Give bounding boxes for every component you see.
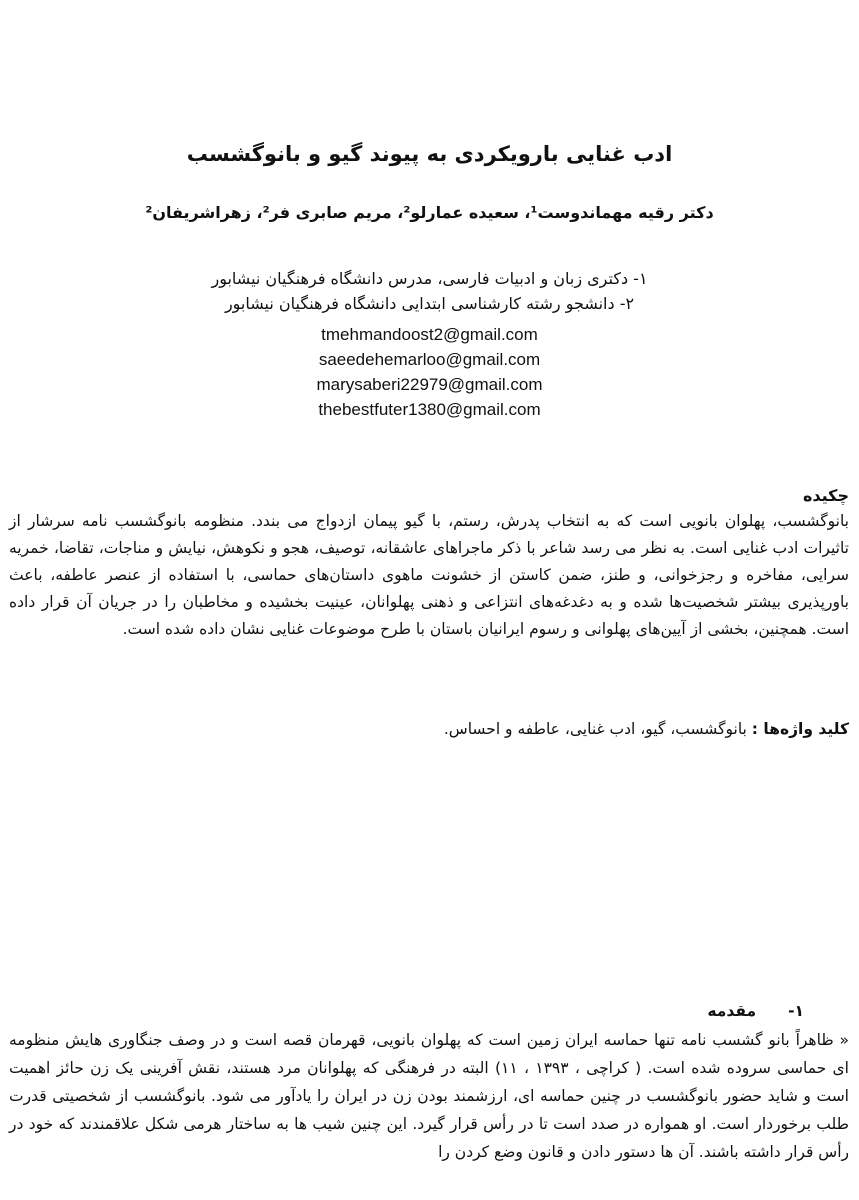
author-list: دکتر رقیه مهماندوست¹، سعیده عمارلو²، مریم صابری فر²، زهراشریفان²	[145, 203, 714, 222]
introduction-text: « ظاهراً بانو گشسب نامه تنها حماسه ایران زمین است که پهلوان بانویی، قهرمان قصه است و در وصف جنگاوری هایش منظومه ای حماسی سروده شده است. ( کراچی ، ۱۳۹۳ ، ۱۱) البته در فرهنگی که پهلوانان مرد هستند، نقش آفرینی یک زن حائز اهمیت است و شاید حضور بانوگشسب در چنین حماسه ای، ارزشمند بودن زن در ایران را یادآور می شود. بانوگشسب از شخصیتی قدرت طلب برخوردار است. او همواره در صدد است تا در رأس قرار گیرد. این چنین شیب ها به ساختار هرمی شکل علاقمندند که خود در رأس قرار داشته باشند. آن ها دستور دادن و قانون وضع کردن را	[9, 1031, 849, 1161]
abstract-heading: چکیده	[802, 486, 849, 505]
email-4: thebestfuter1380@gmail.com	[318, 400, 541, 419]
keywords-line	[9, 716, 849, 742]
email-list	[0, 322, 859, 422]
affiliation-2: ۲- دانشجو رشته کارشناسی ابتدایی دانشگاه فرهنگیان نیشابور	[224, 294, 635, 313]
keywords-label: کلید واژه‌ها :	[751, 720, 849, 738]
email-2: saeedehemarloo@gmail.com	[318, 350, 541, 369]
affiliations	[0, 266, 859, 316]
keywords-text: بانوگشسب، گیو، ادب غنایی، عاطفه و احساس.	[443, 720, 747, 738]
section-title: مقدمه	[707, 1002, 757, 1020]
affiliation-1: ۱- دکتری زبان و ادبیات فارسی، مدرس دانشگاه فرهنگیان نیشابور	[211, 269, 648, 288]
email-1: tmehmandoost2@gmail.com	[321, 325, 538, 344]
introduction-heading	[707, 1002, 804, 1020]
paper-title: ادب غنایی بارویکردی به پیوند گیو و بانوگشسب	[186, 142, 673, 166]
email-3: marysaberi22979@gmail.com	[316, 375, 543, 394]
abstract-text: بانوگشسب، پهلوان بانویی است که به انتخاب پدرش، رستم، با گیو پیمان ازدواج می بندد. منظومه بانوگشسب نامه سرشار از تاثیرات ادب غنایی است. به نظر می رسد شاعر با ذکر ماجراهای عاشقانه، توصیف، هجو و نکوهش، نیایش و مناجات، تقاضا، خمریه سرایی، مفاخره و رجزخوانی، و طنز، ضمن کاستن از خشونت ماهوی داستان‌های حماسی، با استفاده از عنصر عاطفه، باعث باورپذیری بیشتر شخصیت‌ها شده و به دغدغه‌های انتزاعی و ذهنی پهلوانان، عینیت بخشیده و مخاطبان را در جریان آن قرار داده است. همچنین، بخشی از آیین‌های پهلوانی و رسوم ایرانیان باستان با طرح موضوعات غنایی نشان داده شده است.	[9, 512, 849, 638]
section-number: ۱-	[788, 1002, 804, 1020]
